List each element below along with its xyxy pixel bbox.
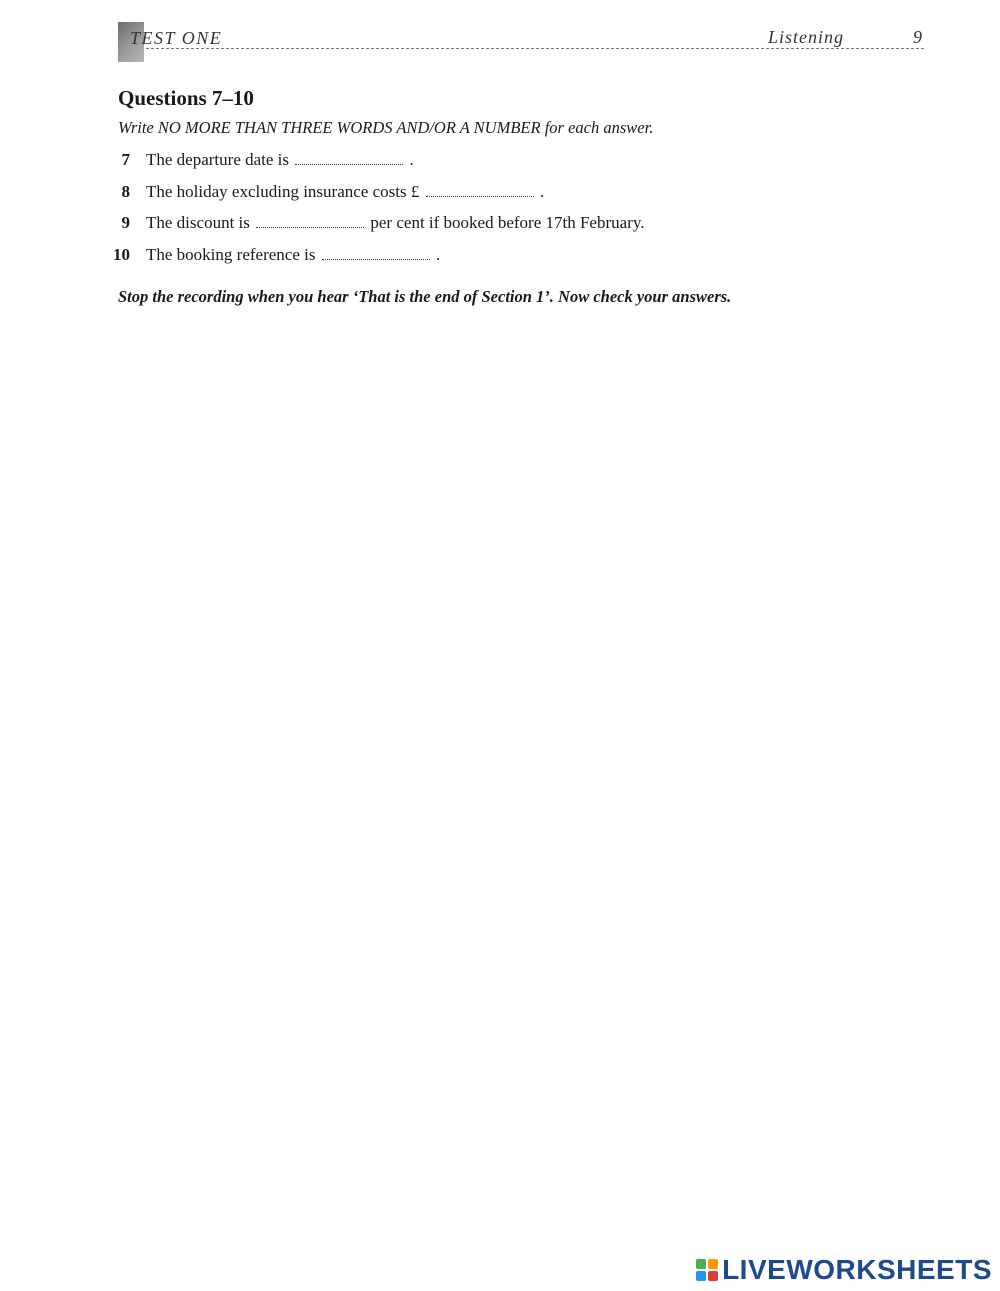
logo-tile [708, 1271, 718, 1281]
question-text-after: . [539, 182, 545, 201]
instruction-text [118, 118, 653, 138]
instruction-prefix: Write [118, 118, 158, 137]
logo-tiles-icon [696, 1259, 718, 1281]
question-text-after: per cent if booked before 17th February. [370, 213, 645, 232]
question-number: 9 [121, 213, 130, 232]
header-dashed-rule [146, 48, 924, 49]
questions-heading: Questions 7–10 [118, 86, 254, 110]
answer-blank-9[interactable] [256, 215, 364, 228]
running-header [118, 22, 924, 62]
end-of-section-note: Stop the recording when you hear ‘That is the end of Section 1’. Now check your answers. [118, 287, 732, 306]
question-text-after: . [435, 245, 441, 264]
question-number: 8 [121, 182, 130, 201]
question-item-8 [104, 182, 544, 202]
answer-blank-7[interactable] [295, 152, 403, 165]
header-section-label: Listening [767, 27, 844, 47]
liveworksheets-logo [696, 1254, 992, 1286]
question-item-9 [104, 213, 645, 233]
logo-tile [696, 1271, 706, 1281]
instruction-emphasis: NO MORE THAN THREE WORDS AND/OR A NUMBER [157, 118, 541, 137]
page-number: 9 [913, 27, 922, 47]
question-number: 7 [121, 150, 130, 169]
question-text: The discount is [146, 213, 250, 232]
question-number: 10 [113, 245, 130, 264]
question-text-after: . [409, 150, 414, 169]
logo-tile [696, 1259, 706, 1269]
question-text: The booking reference is [146, 245, 316, 264]
question-item-10 [104, 245, 440, 265]
question-item-7 [104, 150, 414, 170]
answer-blank-8[interactable] [426, 184, 534, 197]
question-text: The holiday excluding insurance costs £ [146, 182, 420, 201]
header-test-label: TEST ONE [130, 28, 223, 48]
logo-tile [708, 1259, 718, 1269]
answer-blank-10[interactable] [322, 247, 430, 260]
logo-text: LIVEWORKSHEETS [722, 1254, 992, 1285]
instruction-suffix: for each answer. [540, 118, 654, 137]
question-text: The departure date is [146, 150, 290, 169]
